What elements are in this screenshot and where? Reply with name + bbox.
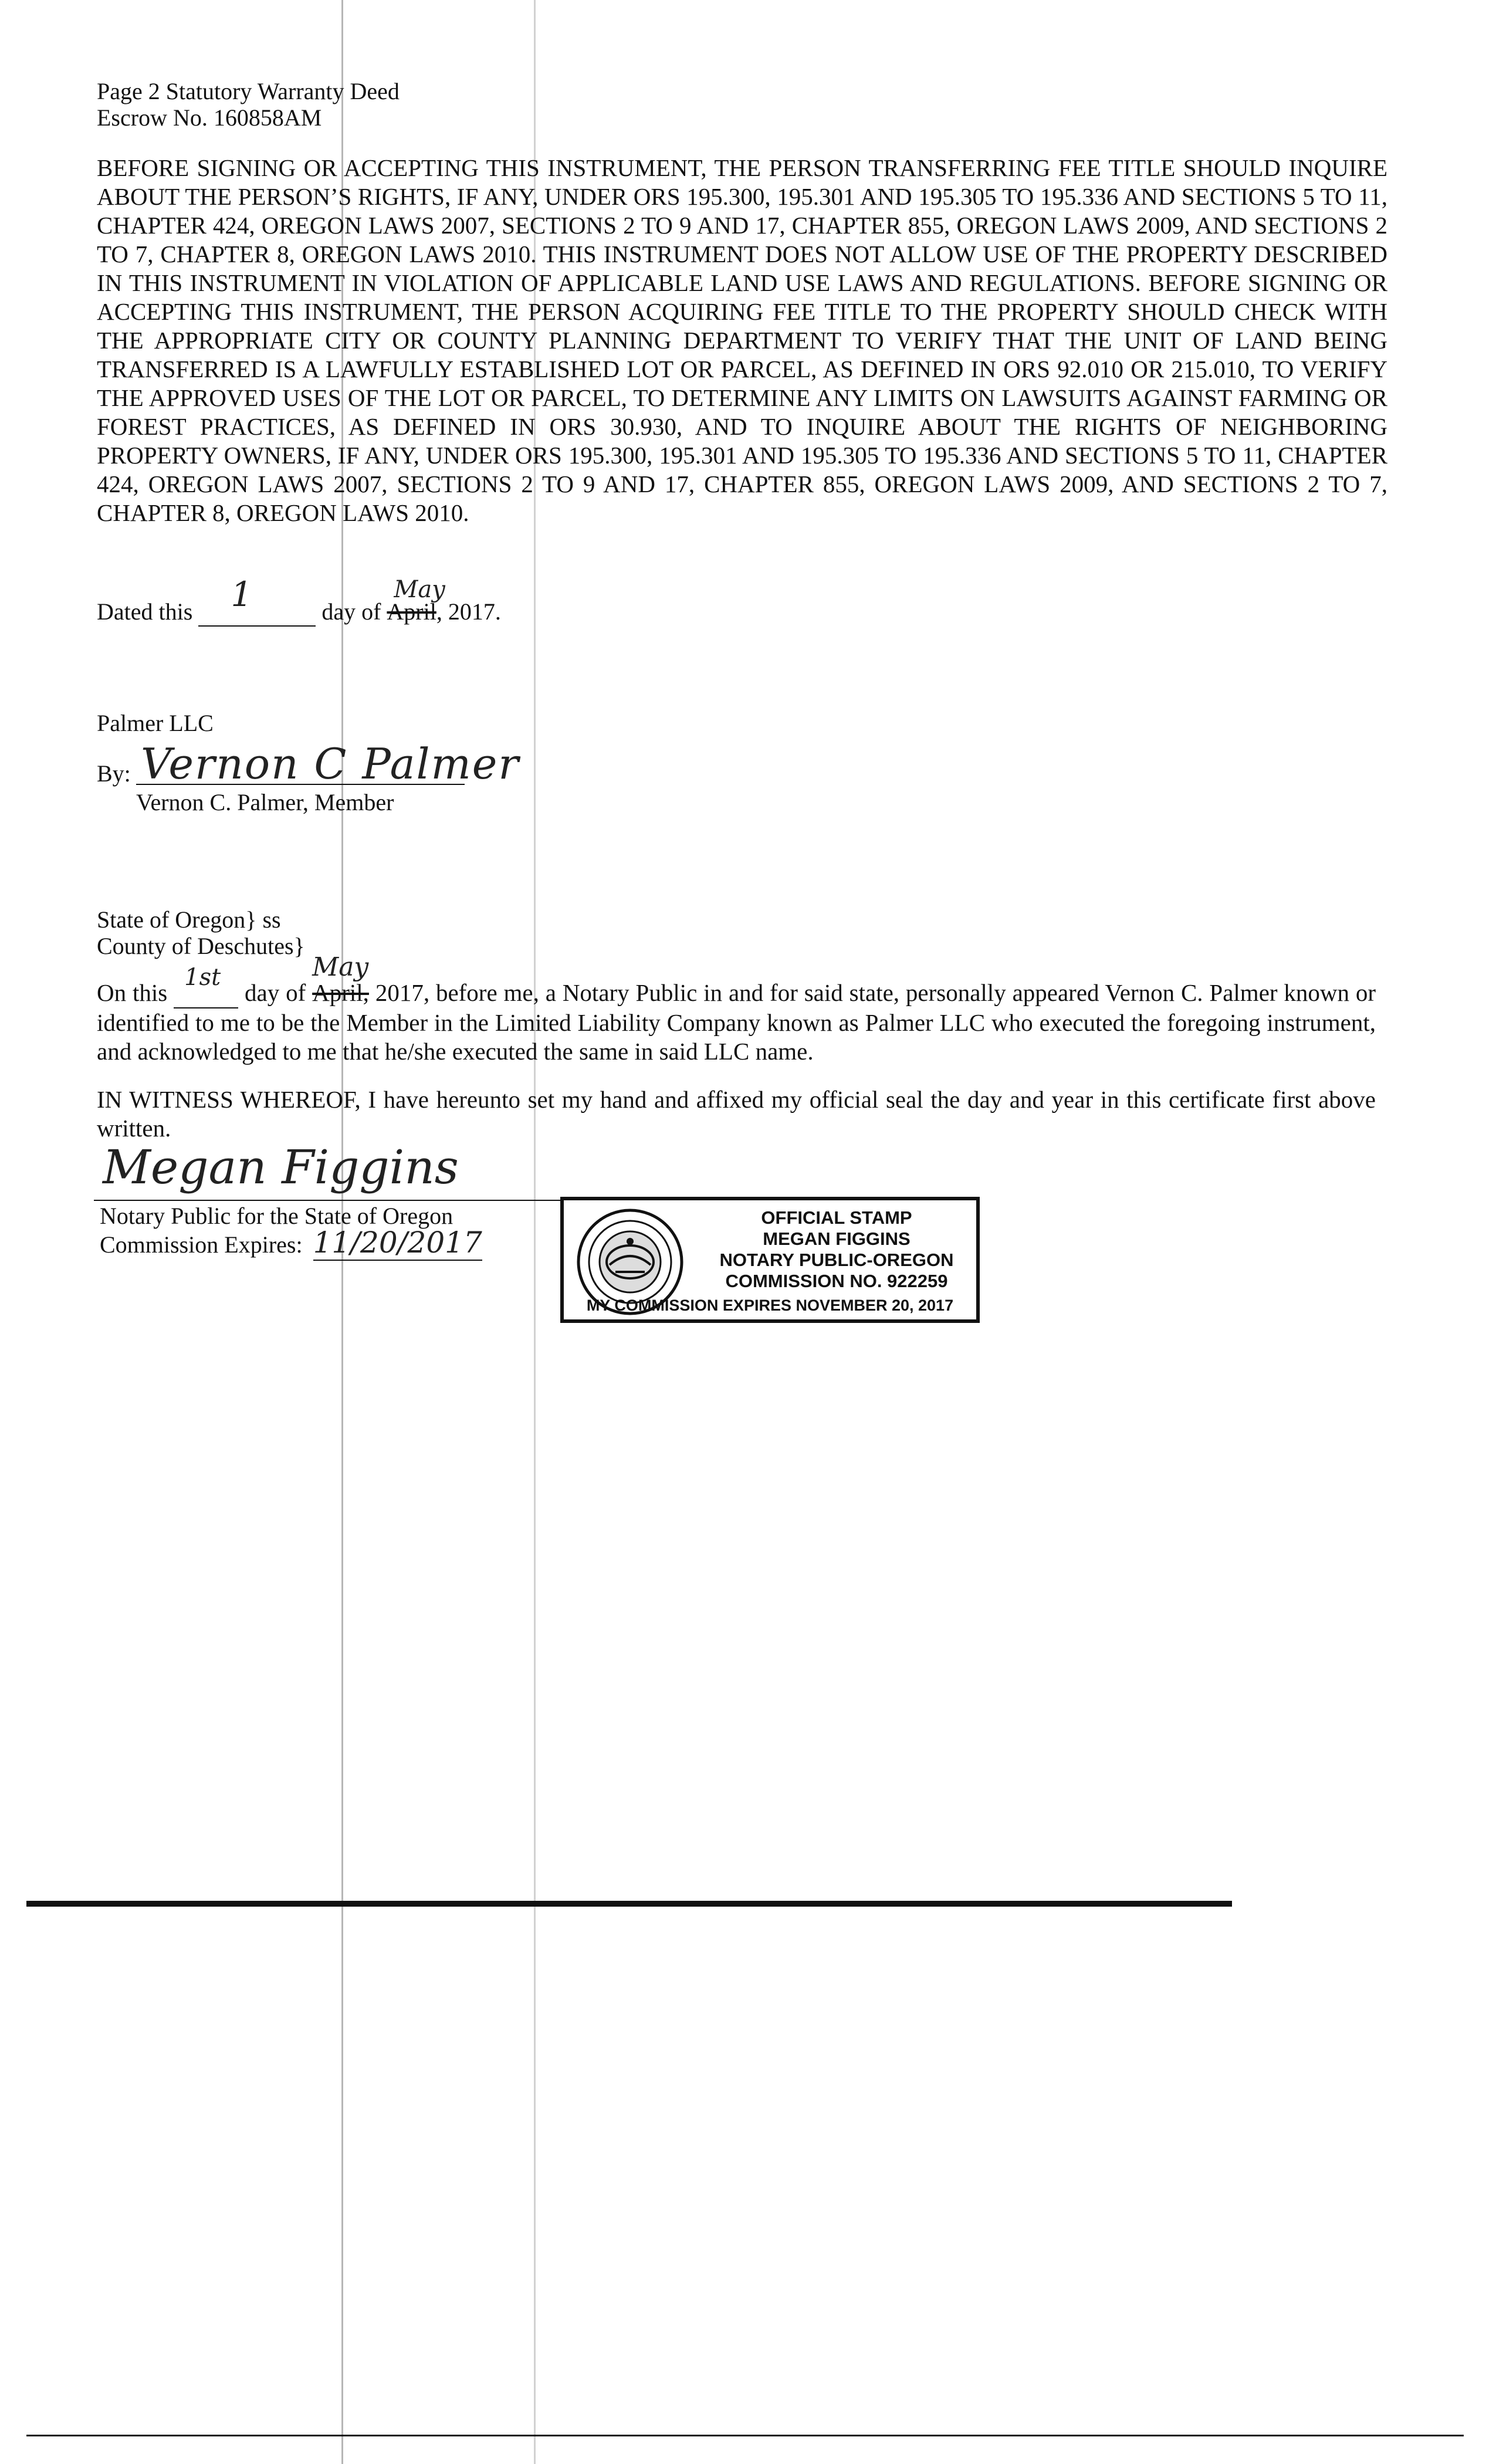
commission-expires: [100, 1226, 482, 1260]
dated-month-handwritten: May: [394, 576, 445, 603]
commission-handwritten: 11/20/2017: [313, 1226, 482, 1260]
ack-month-struck: April,: [312, 979, 369, 1006]
stamp-line-4: COMMISSION NO. 922259: [725, 1271, 948, 1291]
dated-month-struck: April: [387, 598, 436, 625]
notary-signature: Megan Figgins: [103, 1140, 459, 1194]
venue-state: State of Oregon} ss: [97, 906, 281, 933]
dated-line: [97, 574, 501, 627]
acknowledgment: [97, 952, 1376, 1066]
ack-prefix: On this: [97, 979, 168, 1006]
stamp-line-3: NOTARY PUBLIC-OREGON: [719, 1250, 954, 1270]
commission-label: Commission Expires:: [100, 1231, 303, 1258]
statutory-notice: BEFORE SIGNING OR ACCEPTING THIS INSTRUMENT, THE PERSON TRANSFERRING FEE TITLE SHOULD INQUIRE ABOUT THE PERSON’S RIGHTS, IF ANY, UNDER ORS 195.300, 195.301 AND 195.305 TO 195.336 AND SECTIONS 5 TO 11, CHAPTER 424, OREGON LAWS 2007, SECTIONS 2 TO 9 AND 17, CHAPTER 855, OREGON LAWS 2009, AND SECTIONS 2 TO 7, CHAPTER 8, OREGON LAWS 2010. THIS INSTRUMENT DOES NOT ALLOW USE OF THE PROPERTY DESCRIBED IN THIS INSTRUMENT IN VIOLATION OF APPLICABLE LAND USE LAWS AND REGULATIONS. BEFORE SIGNING OR ACCEPTING THIS INSTRUMENT, THE PERSON ACQUIRING FEE TITLE TO THE PROPERTY SHOULD CHECK WITH THE APPROPRIATE CITY OR COUNTY PLANNING DEPARTMENT TO VERIFY THAT THE UNIT OF LAND BEING TRANSFERRED IS A LAWFULLY ESTABLISHED LOT OR PARCEL, AS DEFINED IN ORS 92.010 OR 215.010, TO VERIFY THE APPROVED USES OF THE LOT OR PARCEL, TO DETERMINE ANY LIMITS ON LAWSUITS AGAINST FARMING OR FOREST PRACTICES, AS DEFINED IN ORS 30.930, AND TO INQUIRE ABOUT THE RIGHTS OF NEIGHBORING PROPERTY OWNERS, IF ANY, UNDER ORS 195.300, 195.301 AND 195.305 TO 195.336 AND SECTIONS 5 TO 11, CHAPTER 424, OREGON LAWS 2007, SECTIONS 2 TO 9 AND 17, CHAPTER 855, OREGON LAWS 2009, AND SECTIONS 2 TO 7, CHAPTER 8, OREGON LAWS 2010.: [97, 154, 1387, 526]
dated-day-blank: [198, 574, 316, 627]
page-header-title: Page 2 Statutory Warranty Deed: [97, 78, 400, 104]
stamp-line-5: MY COMMISSION EXPIRES NOVEMBER 20, 2017: [586, 1297, 954, 1314]
dated-day-handwritten: 1: [231, 574, 253, 614]
witness-clause: IN WITNESS WHEREOF, I have hereunto set my hand and affixed my official seal the day and year in this certificate first above written.: [97, 1086, 1376, 1142]
bottom-rule-thin: [26, 2435, 1464, 2436]
stamp-line-1: OFFICIAL STAMP: [761, 1207, 912, 1228]
grantor-by-label: By:: [97, 760, 131, 787]
escrow-number: Escrow No. 160858AM: [97, 104, 322, 131]
ack-day-handwritten: 1st: [184, 964, 221, 991]
ack-day-of: day of: [245, 979, 306, 1006]
grantor-signature: Vernon C Palmer: [141, 739, 520, 788]
bottom-rule-thick: [26, 1901, 1232, 1907]
stamp-text: [699, 1207, 974, 1292]
grantor-company: Palmer LLC: [97, 710, 214, 736]
venue-county: County of Deschutes}: [97, 933, 305, 959]
dated-prefix: Dated this: [97, 598, 193, 625]
dated-day-of: day of: [321, 598, 381, 625]
ack-day-blank: [174, 964, 238, 1008]
stamp-line-2: MEGAN FIGGINS: [763, 1228, 911, 1249]
ack-month-handwritten: May: [312, 952, 369, 982]
grantor-signer-title: Vernon C. Palmer, Member: [136, 789, 394, 815]
ack-text: 2017, before me, a Notary Public in and for said state, personally appeared Vernon C. Palmer known or identified to me to be the Member in the Limited Liability Company known as Palmer LLC who executed the foregoing instrument, and acknowledged to me that he/she executed the same in said LLC name.: [97, 979, 1376, 1065]
notary-signature-line: [94, 1200, 560, 1201]
dated-suffix: , 2017.: [436, 598, 501, 625]
notary-title: Notary Public for the State of Oregon: [100, 1203, 453, 1229]
notary-stamp: [560, 1197, 980, 1323]
